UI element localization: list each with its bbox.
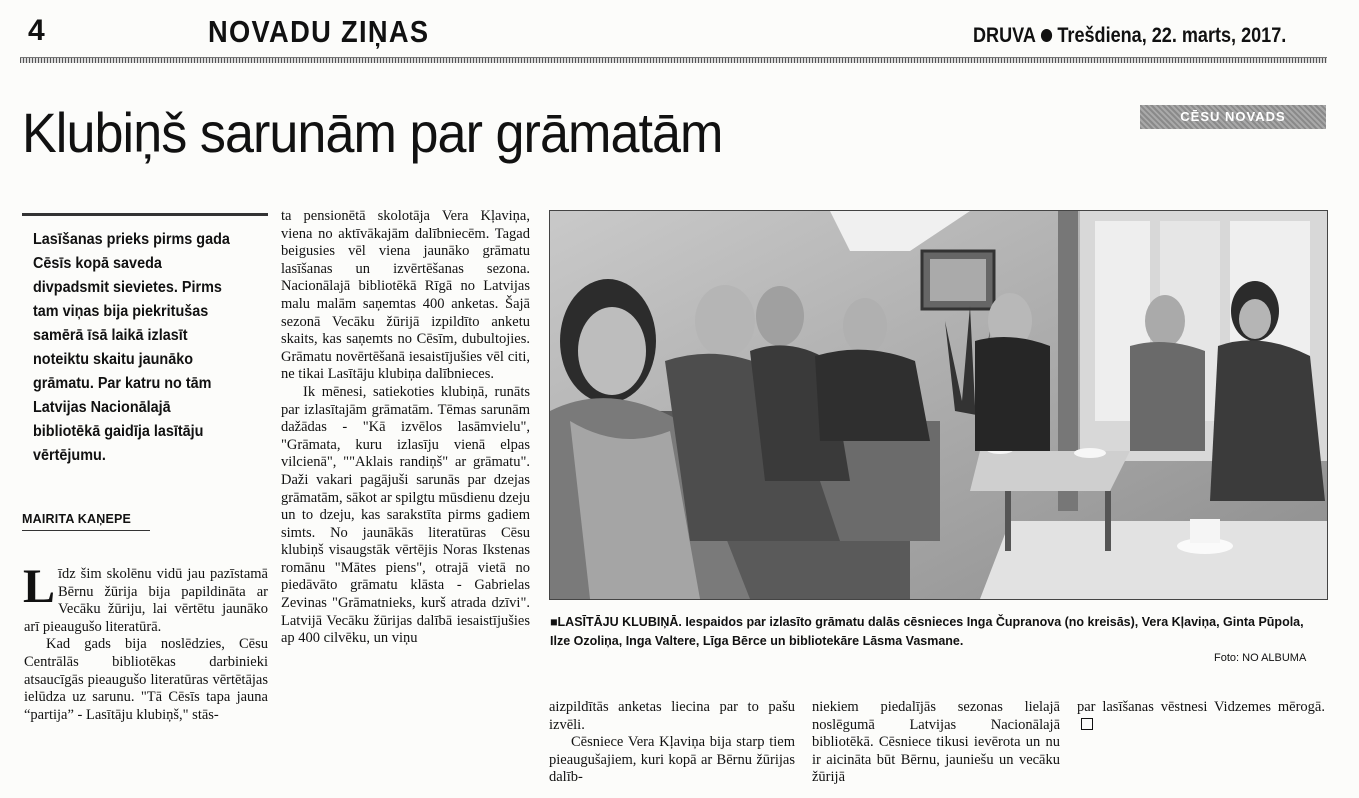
lead-paragraph: Lasīšanas prieks pirms gada Cēsīs kopā saveda divpadsmit sievietes. Pirms tam viņas bija piekritušas samērā īsā laikā izlasīt noteiktu skaitu jaunāko grāmatu. Par katru no tām Latvijas Nacionālajā bibliotēkā gaidīja lasītāju vērtējumu. (33, 231, 230, 464)
paragraph (1077, 699, 1325, 734)
bullet-dot-icon (1041, 29, 1052, 42)
region-tag: CĒSU NOVADS (1140, 105, 1326, 129)
article-column-4 (812, 699, 1060, 787)
photo-caption: ■LASĪTĀJU KLUBIŅĀ. Iespaidos par izlasīto grāmatu dalās cēsnieces Inga Čupranova (no kreisās), Vera Kļaviņa, Ginta Pūpola, Ilze Ozoliņa, Inga Valtere, Līga Bērce un bibliotekāre Lāsma Vasmane. (550, 615, 1304, 648)
article-column-5 (1077, 699, 1325, 734)
author-byline: MAIRITA KAŅEPE (22, 512, 132, 526)
article-column-3 (549, 699, 795, 787)
article-photo (549, 210, 1328, 600)
issue-date: Trešdiena, 22. marts, 2017. (1057, 24, 1287, 47)
paragraph (23, 560, 268, 636)
paragraph-text: par lasīšanas vēstnesi Vidzemes mērogā. (1077, 699, 1325, 715)
article-column-1 (23, 560, 268, 724)
header-rule (20, 57, 1327, 63)
paragraph: niekiem piedalījās sezonas lielajā noslēgumā Latvijas Nacionālajā bibliotēkā. Cēsniece tikusi ievērota un nu ir aicināta būt Bērnu, jauniešu un vecāku žūrijā (812, 699, 1060, 786)
masthead (973, 24, 1286, 48)
paragraph: Cēsniece Vera Kļaviņa bija starp tiem pieaugušajiem, kuri kopā ar Bērnu žūrijas dalīb- (549, 734, 795, 786)
paragraph: aizpildītās anketas liecina par to pašu izvēli. (549, 699, 795, 733)
paper-name: DRUVA (973, 24, 1036, 47)
photo-credit: Foto: NO ALBUMA (1214, 652, 1307, 664)
paragraph: Ik mēnesi, satiekoties klubiņā, runāts par izlasītajām grāmatām. Tēmas sarunām dažādas - "Kā izvēlos lasāmvielu", "Grāmata, kuru izlasīju vienā elpas vilcienā", ""Aklais randiņš" ar grāmatu". Daži vakari pagājuši sarunās par dzejas grāmatām, sākot ar spilgtu mūsdienu dzeju un to dzeju, kas sarakstīta pirms gadiem simts. No jaunākās literatūras Cēsu klubiņš visaugstāk vērtējis Noras Ikstenas romānu "Mātes piens", otrajā vietā no piedāvāto grāmatu klāsta - Gabrielas Zevinas "Grāmatnieks, kurš atrada dzīvi". Latvijā Vecāku žūrijas dalībā iesaistījušies ap 400 cilvēku, un viņu (281, 383, 530, 647)
section-title: NOVADU ZIŅAS (208, 14, 430, 49)
paragraph: ta pensionētā skolotāja Vera Kļaviņa, viena no aktīvākajām dalībniecēm. Tagad beigusies vēl viena jaunāko grāmatu lasīšanas un izvērtēšanas sezona. Nacionālajā bibliotēkā Rīgā no Latvijas malu malām saņemtas 400 anketas. Šajā sezonā Vecāku žūrijā izpildīto anketu skaits, kas saņemts no Cēsīm, dubultojies. Grāmatu novērtēšanā iesaistījušies vēl citi, ne tikai Lasītāju klubiņa dalībnieces. (281, 208, 530, 383)
author-rule (22, 530, 150, 531)
paragraph-text: īdz šim skolēnu vidū jau pazīstamā Bērnu žūrija bija papildināta ar Vecāku žūriju, lai vērtētu jaunāko arī pieaugušo literatūrā. (24, 566, 268, 635)
drop-cap: L (23, 560, 56, 613)
lead-rule (22, 213, 268, 216)
paragraph: Kad gads bija noslēdzies, Cēsu Centrālās bibliotēkas darbinieki atsaucīgās pieaugušo literatūras vērtētājas ielūdza uz sarunu. "Tā Cēsīs tapa jauna “partija” - Lasītāju klubiņš," stās- (24, 636, 268, 723)
page-number: 4 (28, 14, 46, 47)
headline: Klubiņš sarunām par grāmatām (22, 101, 723, 164)
article-column-2 (281, 208, 530, 648)
end-of-article-icon (1081, 718, 1093, 730)
group-photo-image (550, 211, 1327, 599)
